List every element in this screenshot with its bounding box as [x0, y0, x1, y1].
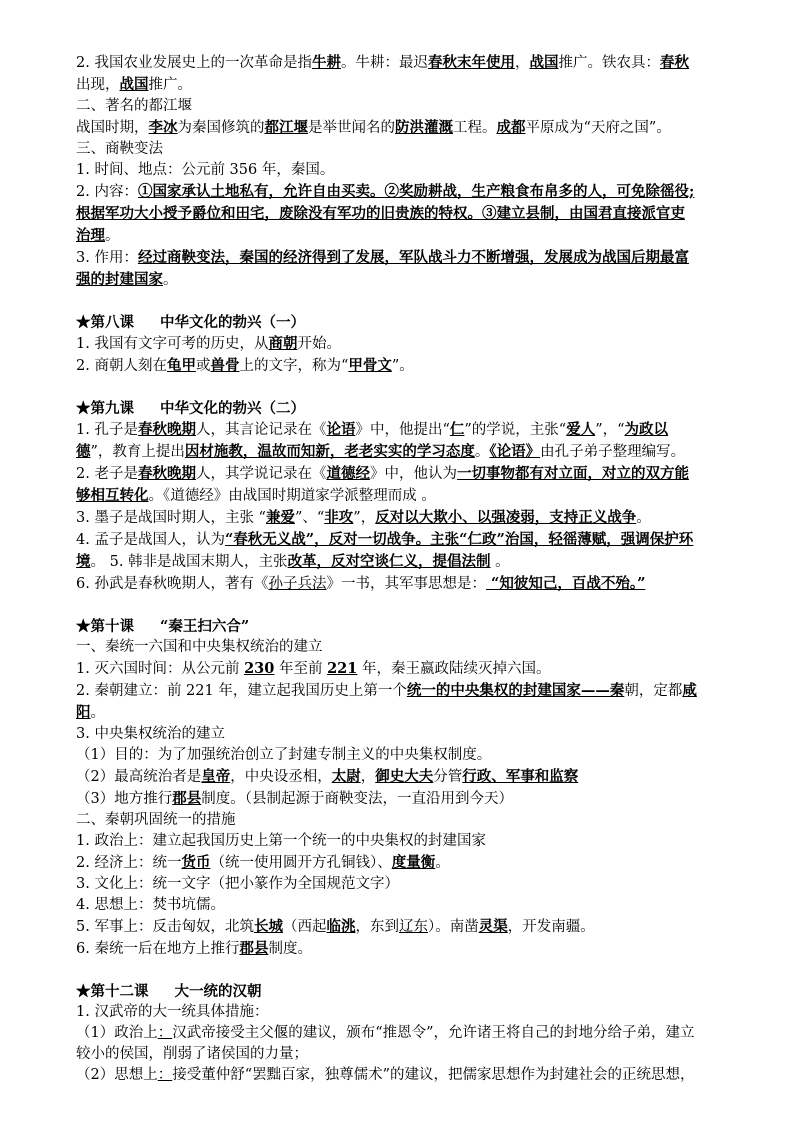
- key-term: 防洪灌溉: [395, 119, 453, 136]
- key-term: 爱人: [566, 421, 596, 438]
- text-line: [76, 1023, 766, 1044]
- text-run: 或: [195, 358, 211, 374]
- text-run: 上的文字，称为“: [239, 358, 349, 374]
- key-term: 郡县: [239, 940, 269, 957]
- key-term: “知彼知己，百战不殆。”: [485, 575, 646, 592]
- key-term: 度量衡: [391, 854, 436, 871]
- text-run: 。《道德经》由战国时期道家学派整理而成 。: [148, 488, 436, 504]
- text-line: [76, 441, 766, 463]
- text-run: 》中，他认为: [369, 466, 457, 482]
- key-term: 太尉: [331, 768, 361, 785]
- key-term: 临洮: [326, 918, 356, 935]
- lesson-title: “秦王扫六合”: [160, 618, 250, 635]
- key-term: 《论语》: [489, 443, 541, 460]
- text-line: [76, 117, 766, 139]
- text-line: [76, 724, 766, 745]
- lesson-title: 大一统的汉朝: [174, 983, 262, 1000]
- key-term: 德: [76, 443, 91, 460]
- key-term: 论语: [326, 421, 356, 438]
- text-line: [76, 895, 766, 916]
- blank-line: [76, 595, 766, 616]
- text-line: [76, 463, 766, 485]
- text-run: 》中，他提出“: [355, 422, 450, 438]
- key-term: 治理: [76, 227, 105, 244]
- text-run: 1. 汉武帝的大一统具体措施：: [76, 1004, 269, 1020]
- lesson-number: ★第九课: [76, 400, 134, 417]
- text-run: 为秦国修筑的: [177, 120, 265, 136]
- text-run: 分管: [433, 769, 463, 785]
- text-run: 制度。（县制起源于商鞅变法，一直沿用到今天）: [201, 791, 513, 807]
- key-term: 货币: [181, 854, 211, 871]
- key-term: 咸: [682, 682, 697, 699]
- text-run: 人，其言论记录在《: [195, 422, 327, 438]
- key-term: 一切事物都有对立面，对立的双方能: [456, 465, 689, 482]
- key-term: 阳: [76, 704, 91, 721]
- text-run: ”，教育上提出: [90, 444, 185, 460]
- text-run: 2. 秦朝建立：前 221 年，建立起我国历史上第一个: [76, 683, 407, 699]
- text-run: 。 5. 韩非是战国末期人，主张: [90, 554, 288, 570]
- text-run: 1. 时间、地点：公元前 356 年，秦国。: [76, 162, 335, 178]
- lesson-number: ★第十课: [76, 618, 134, 635]
- text-run: 人，其学说记录在《: [195, 466, 327, 482]
- text-run: 2. 经济上：统一: [76, 855, 182, 871]
- lesson-heading: [76, 312, 766, 333]
- key-term: 兼爱: [265, 509, 295, 526]
- text-line: [76, 788, 766, 810]
- text-line: [76, 1002, 766, 1023]
- text-run: 。: [636, 510, 651, 526]
- text-run: ”，“: [595, 422, 625, 438]
- text-run: 制度。: [268, 941, 312, 957]
- text-run: 4. 思想上：焚书坑儒。: [76, 897, 225, 913]
- text-run: 汉武帝接受主父偃的建议，颁布“推恩令”，允许诸王将自己的封地分给子弟，建立: [172, 1025, 695, 1041]
- text-run: （西起: [282, 919, 327, 935]
- text-run: 战国时期，: [76, 120, 149, 136]
- text-line: [76, 333, 766, 355]
- text-run: ，东到: [355, 919, 399, 935]
- text-line: [76, 831, 766, 852]
- text-line: [76, 637, 766, 658]
- text-run: （3）地方推行: [76, 791, 173, 807]
- text-line: [76, 507, 766, 529]
- key-term: 成都: [496, 119, 526, 136]
- text-line: [76, 658, 766, 680]
- text-run: （1）目的：为了加强统治创立了封建专制主义的中央集权制度。: [76, 747, 492, 763]
- text-run: 3. 文化上：统一文字（把小篆作为全国规范文字）: [76, 876, 399, 892]
- key-term: 御史大夫: [375, 768, 434, 785]
- text-line: [76, 1044, 766, 1065]
- text-run: 1. 灭六国时间：从公元前: [76, 661, 245, 677]
- blank-line: [76, 960, 766, 981]
- text-line: [76, 573, 766, 595]
- text-run: 2. 商朝人刻在: [76, 358, 167, 374]
- key-term: 因材施教，温故而知新，老老实实的学习态度: [184, 443, 475, 460]
- lesson-title: 中华文化的勃兴（一）: [160, 314, 305, 331]
- text-line: [76, 766, 766, 788]
- text-run: 》一书，其军事思想是：: [326, 576, 486, 592]
- text-line: [76, 74, 766, 96]
- text-run: ，: [514, 55, 530, 71]
- text-run: 2. 老子是: [76, 466, 138, 482]
- text-run: 3. 墨子是战国时期人，主张 “: [76, 510, 266, 526]
- key-term: 根据军功大小授予爵位和田宅，废除没有军功的旧贵族的特权。③建立县制，由国君直接派官吏: [76, 205, 685, 222]
- text-run: ”。: [391, 358, 414, 374]
- key-term: 皇帝: [201, 768, 231, 785]
- text-run: 二、秦朝巩固统一的措施: [76, 812, 236, 828]
- text-run: 推广。: [148, 77, 192, 93]
- text-run: （2）思想上: [76, 1067, 158, 1083]
- lesson-heading: [76, 616, 766, 637]
- text-run: ，开发南疆。: [507, 919, 595, 935]
- key-term: 孙子兵法: [268, 576, 327, 592]
- text-run: 开始。: [297, 336, 341, 352]
- text-run: 1. 我国有文字可考的历史，从: [76, 336, 269, 352]
- text-run: 年，秦王嬴政陆续灭掉六国。: [357, 661, 551, 677]
- text-run: ）。南凿: [427, 919, 479, 935]
- key-term: 郡县: [172, 790, 202, 807]
- text-run: 较小的侯国，削弱了诸侯国的力量；: [76, 1046, 308, 1062]
- key-term: ①国家承认土地私有，允许自由买卖。②奖励耕战，生产粮食布帛多的人，可免除徭役;: [137, 183, 695, 200]
- key-term: ：: [157, 1025, 173, 1041]
- text-run: 3. 作用：: [76, 250, 138, 266]
- lesson-number: ★第八课: [76, 314, 134, 331]
- text-line: [76, 529, 766, 551]
- text-run: 。: [90, 705, 105, 721]
- text-run: 工程。: [453, 120, 497, 136]
- blank-line: [76, 291, 766, 312]
- text-run: 朝，定都: [624, 683, 683, 699]
- text-run: ，: [360, 769, 376, 785]
- text-line: [76, 1065, 766, 1086]
- text-run: 由孔子弟子整理编写。: [540, 444, 686, 460]
- key-term: 统一的中央集权的封建国家——秦: [406, 682, 625, 699]
- text-line: [76, 160, 766, 181]
- text-line: [76, 680, 766, 702]
- text-line: [76, 96, 766, 117]
- text-line: [76, 203, 766, 225]
- key-term: 道德经: [326, 465, 370, 482]
- text-run: 。: [163, 272, 178, 288]
- text-run: ，中央设丞相，: [230, 769, 332, 785]
- text-run: 是举世闻名的: [308, 120, 395, 136]
- key-term: 长城: [253, 918, 283, 935]
- key-term: 强的封建国家: [76, 271, 163, 288]
- blank-line: [76, 377, 766, 398]
- text-run: 1. 政治上：建立起我国历史上第一个统一的中央集权的封建国家: [76, 833, 486, 849]
- key-term: 仁: [449, 421, 465, 438]
- text-line: [76, 269, 766, 291]
- key-term: 牛耕: [311, 54, 341, 71]
- key-term: 春秋末年使用: [427, 54, 515, 71]
- text-line: [76, 702, 766, 724]
- key-term: 221: [327, 660, 358, 677]
- text-run: （2）最高统治者是: [76, 769, 202, 785]
- text-line: [76, 938, 766, 960]
- lesson-number: ★第十二课: [76, 983, 149, 1000]
- text-line: [76, 181, 766, 203]
- text-run: 3. 中央集权统治的建立: [76, 726, 225, 742]
- text-line: [76, 247, 766, 269]
- lesson-heading: [76, 398, 766, 419]
- text-run: 三、商鞅变法: [76, 141, 163, 157]
- text-run: 出现，: [76, 77, 120, 93]
- key-term: 兽骨: [210, 357, 240, 374]
- key-term: 春秋: [659, 54, 689, 71]
- text-run: 平原成为“天府之国”。: [525, 120, 671, 136]
- key-term: 为政以: [624, 421, 669, 438]
- text-line: [76, 355, 766, 377]
- key-term: 够相互转化: [76, 487, 149, 504]
- lesson-heading: [76, 981, 766, 1002]
- text-line: [76, 52, 766, 74]
- text-run: 。牛耕：最迟: [340, 55, 428, 71]
- text-run: 2. 我国农业发展史上的一次革命是指: [76, 55, 312, 71]
- key-term: 春秋晚期: [137, 421, 196, 438]
- text-run: 推广。铁农具：: [558, 55, 660, 71]
- key-term: 230: [244, 660, 275, 677]
- key-term: 战国: [119, 76, 149, 93]
- key-term: 灵渠: [478, 918, 508, 935]
- text-run: 。: [490, 554, 510, 570]
- key-term: 辽东: [398, 919, 428, 935]
- key-term: 战国: [529, 54, 559, 71]
- text-line: [76, 485, 766, 507]
- key-term: 甲骨文: [348, 357, 392, 374]
- text-run: 接受董仲舒“罢黜百家，独尊儒术”的建议，把儒家思想作为封建社会的正统思想，: [172, 1067, 695, 1083]
- text-run: 。: [435, 855, 450, 871]
- text-run: 1. 孔子是: [76, 422, 138, 438]
- key-term: 都江堰: [264, 119, 308, 136]
- text-run: （统一使用圆开方孔铜钱）、: [210, 855, 392, 871]
- document-page: [76, 52, 766, 1086]
- text-run: 2. 内容：: [76, 184, 138, 200]
- text-run: 5. 军事上：反击匈奴，北筑: [76, 919, 254, 935]
- text-run: 一、秦统一六国和中央集权统治的建立: [76, 639, 323, 655]
- key-term: 李冰: [148, 119, 178, 136]
- key-term: ：: [157, 1067, 173, 1083]
- text-line: [76, 139, 766, 160]
- key-term: 行政、军事和监察: [462, 768, 579, 785]
- text-line: [76, 874, 766, 895]
- key-term: “春秋无义战”，反对一切战争。主张“仁政”治国，轻徭薄赋，强调保护环: [224, 531, 694, 548]
- text-run: 6. 秦统一后在地方上推行: [76, 941, 240, 957]
- lesson-title: 中华文化的勃兴（二）: [160, 400, 305, 417]
- text-run: ”、“: [294, 510, 325, 526]
- text-line: [76, 419, 766, 441]
- text-run: ”的学说，主张“: [464, 422, 567, 438]
- text-line: [76, 916, 766, 938]
- text-line: [76, 551, 766, 573]
- text-run: 二、著名的都江堰: [76, 98, 192, 114]
- text-line: [76, 745, 766, 766]
- key-term: 境: [76, 553, 91, 570]
- key-term: 改革，反对空谈仁义，提倡法制: [287, 553, 491, 570]
- key-term: 非攻: [324, 509, 354, 526]
- key-term: 经过商鞅变法，秦国的经济得到了发展，军队战斗力不断增强，发展成为战国后期最富: [137, 249, 689, 266]
- key-term: 反对以大欺小、以强凌弱，支持正义战争: [375, 509, 637, 526]
- key-term: 龟甲: [166, 357, 196, 374]
- text-run: （1）政治上: [76, 1025, 158, 1041]
- text-run: 。: [105, 228, 120, 244]
- key-term: 商朝: [268, 335, 298, 352]
- text-run: 6. 孙武是春秋晚期人，著有《: [76, 576, 269, 592]
- text-run: 4. 孟子是战国人，认为: [76, 532, 225, 548]
- text-line: [76, 810, 766, 831]
- key-term: 春秋晚期: [137, 465, 196, 482]
- text-run: 年至前: [274, 661, 328, 677]
- text-run: ”，: [353, 510, 376, 526]
- text-run: 。: [474, 444, 490, 460]
- text-line: [76, 225, 766, 247]
- text-line: [76, 852, 766, 874]
